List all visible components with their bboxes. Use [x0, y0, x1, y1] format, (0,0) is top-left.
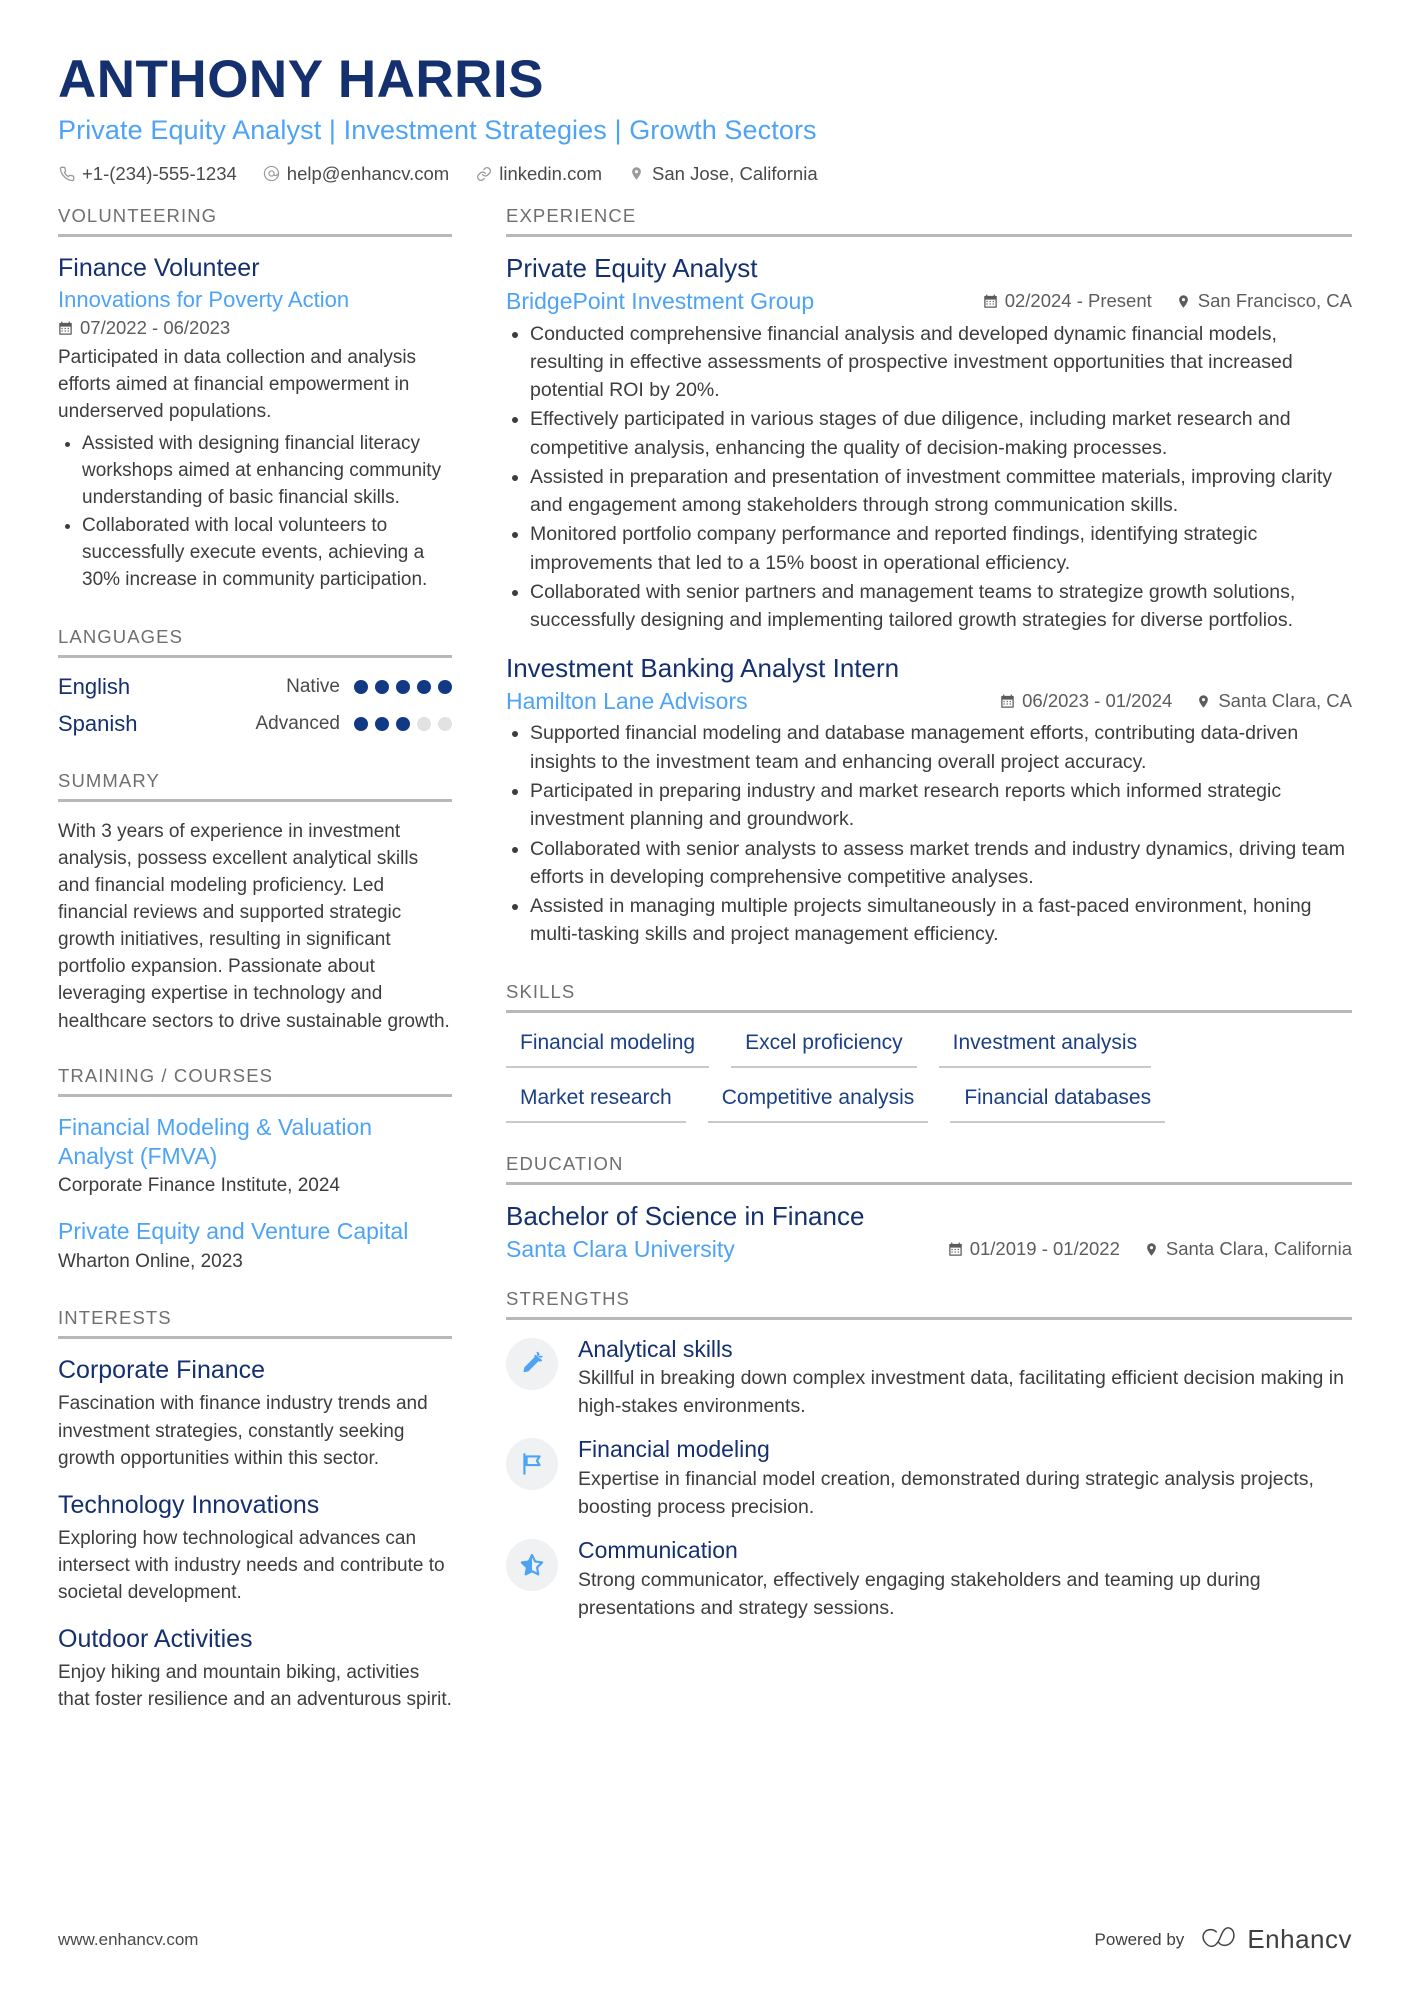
section-divider [506, 234, 1352, 237]
contact-row [58, 163, 1352, 185]
contact-linkedin[interactable] [475, 163, 602, 185]
rating-dot [417, 717, 431, 731]
skill-tag[interactable]: Financial databases [950, 1084, 1165, 1123]
section-divider [58, 1094, 452, 1097]
rating-dot [354, 717, 368, 731]
section-heading-training: TRAINING / COURSES [58, 1064, 274, 1086]
education-location-text: Santa Clara, California [1165, 1238, 1352, 1260]
language-rating-dots [354, 717, 452, 731]
rating-dot [438, 717, 452, 731]
section-summary [58, 770, 452, 1035]
experience-dates-text: 02/2024 - Present [1004, 290, 1152, 312]
enhancv-brand-name: Enhancv [1247, 1924, 1352, 1954]
section-heading-strengths: STRENGTHS [506, 1287, 630, 1309]
section-experience [506, 205, 1352, 949]
training-course-name[interactable]: Private Equity and Venture Capital [58, 1218, 409, 1245]
list-item: • Collaborated with senior partners and management teams to strategize growth solutions, successfully designing and implementing tailored growth strategies for diverse portfolios. [530, 578, 1352, 635]
education-meta [948, 1238, 1352, 1260]
skill-tag[interactable]: Investment analysis [939, 1029, 1151, 1068]
experience-header-row [506, 287, 1352, 316]
strength-name: Financial modeling [578, 1436, 770, 1463]
contact-phone-text: +1-(234)-555-1234 [82, 162, 237, 184]
summary-text: With 3 years of experience in investment analysis, possess excellent analytical skills and financial modeling proficiency. Led financial reviews and supported strategic growth initiatives, resulting in significant portfolio expansion. Passionate about leveraging expertise in technology and healthcare sectors to drive sustainable growth. [58, 820, 450, 1032]
section-divider [58, 1336, 452, 1339]
strength-name: Analytical skills [578, 1335, 733, 1362]
list-item: • Conducted comprehensive financial analysis and developed dynamic financial models, resulting in effective assessments of prospective investment opportunities that increased potential ROI by 20%. [530, 320, 1352, 405]
experience-meta [1000, 690, 1352, 712]
volunteering-meta [58, 317, 452, 339]
list-item: • Supported financial modeling and database management efforts, contributing data-driven insights to the investment team and enhancing overall project accuracy. [530, 719, 1352, 776]
section-strengths [506, 1288, 1352, 1623]
rating-dot [396, 680, 410, 694]
training-entry [58, 1113, 452, 1200]
experience-entry [506, 653, 1352, 949]
interest-entry [58, 1490, 452, 1606]
section-heading-volunteering: VOLUNTEERING [58, 204, 218, 226]
interest-entry [58, 1355, 452, 1471]
rating-dot [375, 680, 389, 694]
education-header-row [506, 1235, 1352, 1264]
sidebar-column [58, 205, 478, 1732]
section-interests [58, 1307, 452, 1713]
rating-dot [396, 717, 410, 731]
list-item: • Collaborated with local volunteers to successfully execute events, achieving a 30% increase in community participation. [82, 512, 452, 593]
resume-body [58, 205, 1352, 1732]
language-row-spanish [58, 711, 452, 737]
calendar-icon [983, 294, 998, 309]
rating-dot [417, 680, 431, 694]
section-heading-summary: SUMMARY [58, 769, 160, 791]
rating-dot [375, 717, 389, 731]
section-volunteering [58, 205, 452, 594]
interest-description: Enjoy hiking and mountain biking, activities that foster resilience and an adventurous spirit. [58, 1662, 452, 1711]
volunteering-role: Finance Volunteer [58, 253, 260, 282]
list-item: • Effectively participated in various stages of due diligence, including market research and competitive analysis, enhancing the quality of decision-making processes. [530, 405, 1352, 462]
language-row-english [58, 674, 452, 700]
skill-tag[interactable]: Excel proficiency [731, 1029, 917, 1068]
contact-location [628, 163, 818, 185]
language-rating-dots [354, 680, 452, 694]
section-languages [58, 626, 452, 737]
professional-headline: Private Equity Analyst | Investment Strategies | Growth Sectors [58, 114, 817, 145]
list-item: • Participated in preparing industry and market research reports which informed strategic investment planning and groundwork. [530, 777, 1352, 834]
main-column [478, 205, 1352, 1639]
magic-wand-icon [506, 1338, 558, 1390]
strength-body [578, 1336, 1352, 1421]
experience-company[interactable]: Hamilton Lane Advisors [506, 687, 748, 714]
experience-role: Investment Banking Analyst Intern [506, 652, 900, 683]
enhancv-logo [1198, 1924, 1352, 1955]
experience-dates-text: 06/2023 - 01/2024 [1022, 690, 1173, 712]
volunteering-bullets [58, 430, 452, 594]
volunteering-summary: Participated in data collection and analysis efforts aimed at financial empowerment in underserved populations. [58, 347, 417, 423]
section-education [506, 1153, 1352, 1264]
experience-header-row [506, 687, 1352, 716]
section-divider [506, 1182, 1352, 1185]
interest-description: Fascination with finance industry trends and investment strategies, constantly seeking growth opportunities within this sector. [58, 1393, 428, 1469]
language-level: Native [286, 675, 340, 697]
volunteering-dates [58, 317, 230, 339]
footer-site-url[interactable]: www.enhancv.com [58, 1929, 199, 1949]
experience-location-text: San Francisco, CA [1197, 290, 1352, 312]
section-divider [58, 655, 452, 658]
list-item: • Collaborated with senior analysts to assess market trends and industry dynamics, driving team efforts in developing comprehensive competitive analyses. [530, 835, 1352, 892]
list-item: • Assisted in managing multiple projects simultaneously in a fast-paced environment, honing multi-tasking skills and project management efficiency. [530, 892, 1352, 949]
education-dates [948, 1238, 1120, 1260]
interest-name: Technology Innovations [58, 1490, 320, 1519]
contact-linkedin-text: linkedin.com [499, 162, 603, 184]
language-level: Advanced [255, 712, 340, 734]
education-location [1144, 1238, 1352, 1260]
contact-phone[interactable] [58, 163, 237, 185]
experience-entry [506, 253, 1352, 635]
page-title: ANTHONY HARRIS [58, 50, 544, 109]
skills-list [506, 1029, 1352, 1139]
section-training [58, 1065, 452, 1276]
strength-entry [506, 1336, 1352, 1421]
section-skills [506, 981, 1352, 1139]
strength-entry [506, 1436, 1352, 1521]
education-entry [506, 1201, 1352, 1264]
list-item: • Assisted with designing financial literacy workshops aimed at enhancing community understanding of basic financial skills. [82, 430, 452, 511]
experience-location-text: Santa Clara, CA [1218, 690, 1352, 712]
calendar-icon [58, 321, 73, 336]
experience-dates [983, 290, 1152, 312]
experience-location [1196, 690, 1352, 712]
star-icon [506, 1539, 558, 1591]
interest-name: Outdoor Activities [58, 1625, 253, 1654]
contact-email-text: help@enhancv.com [286, 162, 450, 184]
strength-description: Strong communicator, effectively engaging stakeholders and teaming up during presentations and strategy sessions. [578, 1569, 1261, 1619]
section-divider [506, 1010, 1352, 1013]
page-footer [58, 1924, 1352, 1955]
link-icon [475, 165, 492, 182]
strength-name: Communication [578, 1537, 738, 1564]
experience-company[interactable]: BridgePoint Investment Group [506, 287, 815, 314]
strength-description: Expertise in financial model creation, demonstrated during strategic analysis projects, boosting process precision. [578, 1468, 1314, 1518]
rating-dot [438, 680, 452, 694]
education-school[interactable]: Santa Clara University [506, 1235, 735, 1262]
experience-dates [1000, 690, 1172, 712]
list-item: • Assisted in preparation and presentation of investment committee materials, improving clarity and engagement among stakeholders through strong communication skills. [530, 463, 1352, 520]
experience-location [1176, 290, 1352, 312]
training-provider: Wharton Online, 2023 [58, 1251, 243, 1273]
education-degree: Bachelor of Science in Finance [506, 1200, 865, 1231]
location-icon [628, 165, 645, 182]
interest-name: Corporate Finance [58, 1356, 266, 1385]
skill-tag[interactable]: Financial modeling [506, 1029, 709, 1068]
skill-tag[interactable]: Market research [506, 1084, 686, 1123]
volunteering-entry [58, 253, 452, 594]
section-divider [506, 1317, 1352, 1320]
experience-bullets [506, 719, 1352, 948]
language-name: Spanish [58, 710, 138, 736]
section-heading-education: EDUCATION [506, 1152, 624, 1174]
location-icon [1176, 294, 1191, 309]
training-provider: Corporate Finance Institute, 2024 [58, 1175, 341, 1197]
experience-meta [983, 290, 1352, 312]
strength-body [578, 1436, 1352, 1521]
location-icon [1144, 1242, 1159, 1257]
calendar-icon [948, 1242, 963, 1257]
email-icon [263, 165, 280, 182]
list-item: • Monitored portfolio company performance and reported findings, identifying strategic improvements that led to a 15% boost in operational efficiency. [530, 520, 1352, 577]
contact-location-text: San Jose, California [652, 162, 818, 184]
strength-body [578, 1537, 1352, 1622]
skill-tag[interactable]: Competitive analysis [708, 1084, 929, 1123]
powered-by-block [1095, 1924, 1352, 1955]
strength-entry [506, 1537, 1352, 1622]
interest-description: Exploring how technological advances can intersect with industry needs and contribute to societal development. [58, 1527, 445, 1604]
phone-icon [58, 165, 75, 182]
strength-description: Skillful in breaking down complex investment data, facilitating efficient decision making in high-stakes environments. [578, 1367, 1344, 1417]
location-icon [1196, 694, 1211, 709]
contact-email[interactable] [263, 163, 449, 185]
section-divider [58, 799, 452, 802]
section-heading-interests: INTERESTS [58, 1307, 172, 1329]
calendar-icon [1000, 694, 1015, 709]
rating-dot [354, 680, 368, 694]
volunteering-organization[interactable]: Innovations for Poverty Action [58, 286, 350, 312]
education-dates-text: 01/2019 - 01/2022 [969, 1238, 1120, 1260]
interest-entry [58, 1624, 452, 1713]
experience-role: Private Equity Analyst [506, 252, 758, 283]
experience-bullets [506, 320, 1352, 635]
training-entry [58, 1217, 452, 1275]
section-heading-experience: EXPERIENCE [506, 204, 637, 226]
language-name: English [58, 673, 131, 699]
section-heading-languages: LANGUAGES [58, 625, 184, 647]
powered-by-label: Powered by [1094, 1929, 1185, 1949]
section-heading-skills: SKILLS [506, 980, 576, 1002]
resume-header [58, 52, 1352, 185]
volunteering-dates-text: 07/2022 - 06/2023 [80, 317, 231, 339]
training-course-name[interactable]: Financial Modeling & Valuation Analyst (FMVA) [58, 1113, 373, 1169]
section-divider [58, 234, 452, 237]
flag-icon [506, 1438, 558, 1490]
